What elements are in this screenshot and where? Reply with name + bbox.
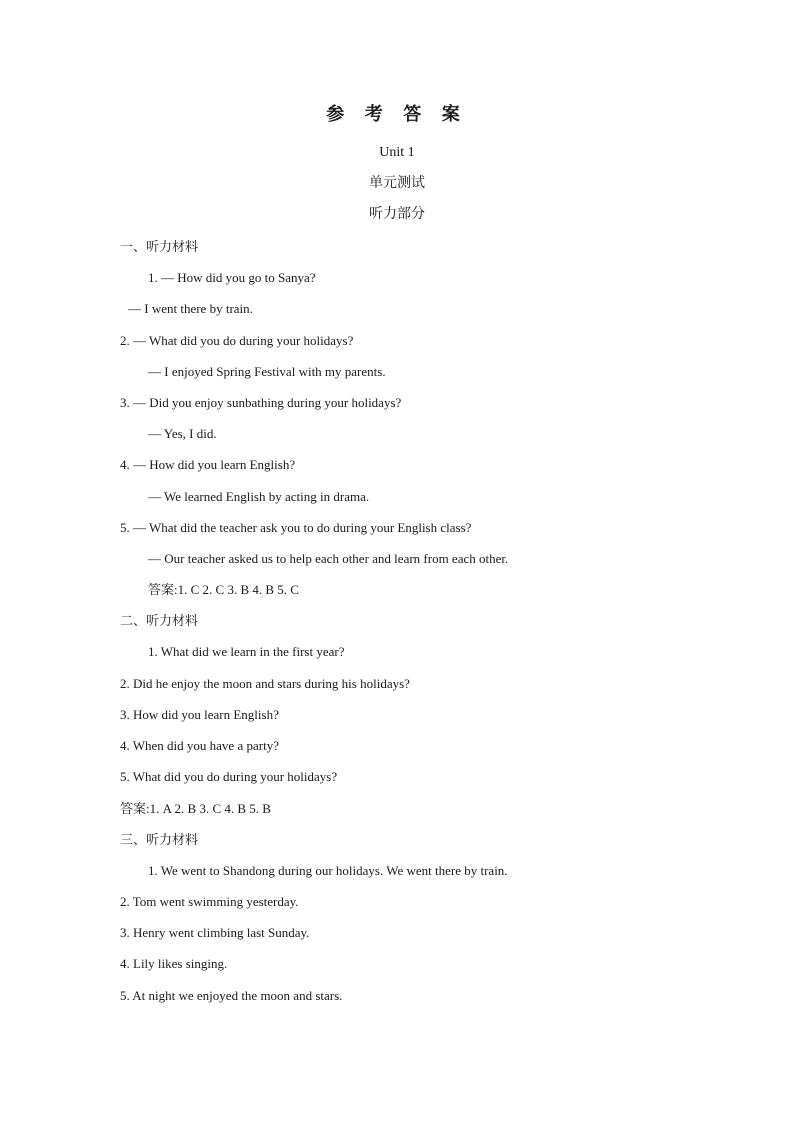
question-line: 1. What did we learn in the first year?: [148, 644, 345, 659]
question-line: 3. How did you learn English?: [120, 707, 279, 722]
test-label: 单元测试: [369, 176, 425, 191]
dialogue-line: 3. — Did you enjoy sunbathing during your holidays?: [120, 395, 402, 410]
dialogue-line: 2. — What did you do during your holidays?: [120, 333, 354, 348]
statement-line: 5. At night we enjoyed the moon and stars.: [120, 988, 343, 1003]
statement-line: 4. Lily likes singing.: [120, 956, 228, 971]
statement-line: 2. Tom went swimming yesterday.: [120, 894, 299, 909]
section-heading: 三、听力材料: [120, 832, 199, 847]
dialogue-line: 4. — How did you learn English?: [120, 457, 296, 472]
page-title: 参 考 答 案: [326, 104, 468, 124]
section-heading: 二、听力材料: [120, 613, 199, 628]
question-line: 4. When did you have a party?: [120, 738, 279, 753]
question-line: 5. What did you do during your holidays?: [120, 769, 338, 784]
dialogue-line: 1. — How did you go to Sanya?: [148, 270, 316, 285]
question-line: 2. Did he enjoy the moon and stars during his holidays?: [120, 676, 410, 691]
statement-line: 1. We went to Shandong during our holidays. We went there by train.: [148, 863, 508, 878]
answer-key: 答案:1. A 2. B 3. C 4. B 5. B: [120, 801, 271, 816]
statement-line: 3. Henry went climbing last Sunday.: [120, 925, 310, 940]
dialogue-line: — Our teacher asked us to help each other and learn from each other.: [148, 551, 509, 566]
dialogue-line: 5. — What did the teacher ask you to do during your English class?: [120, 520, 472, 535]
answer-key: 答案:1. C 2. C 3. B 4. B 5. C: [148, 582, 299, 597]
part-label: 听力部分: [369, 207, 425, 222]
dialogue-line: — I went there by train.: [128, 301, 253, 316]
dialogue-line: — Yes, I did.: [148, 426, 217, 441]
dialogue-line: — I enjoyed Spring Festival with my parents.: [148, 364, 386, 379]
dialogue-line: — We learned English by acting in drama.: [148, 489, 370, 504]
unit-label: Unit 1: [379, 145, 415, 160]
section-heading: 一、听力材料: [120, 239, 199, 254]
